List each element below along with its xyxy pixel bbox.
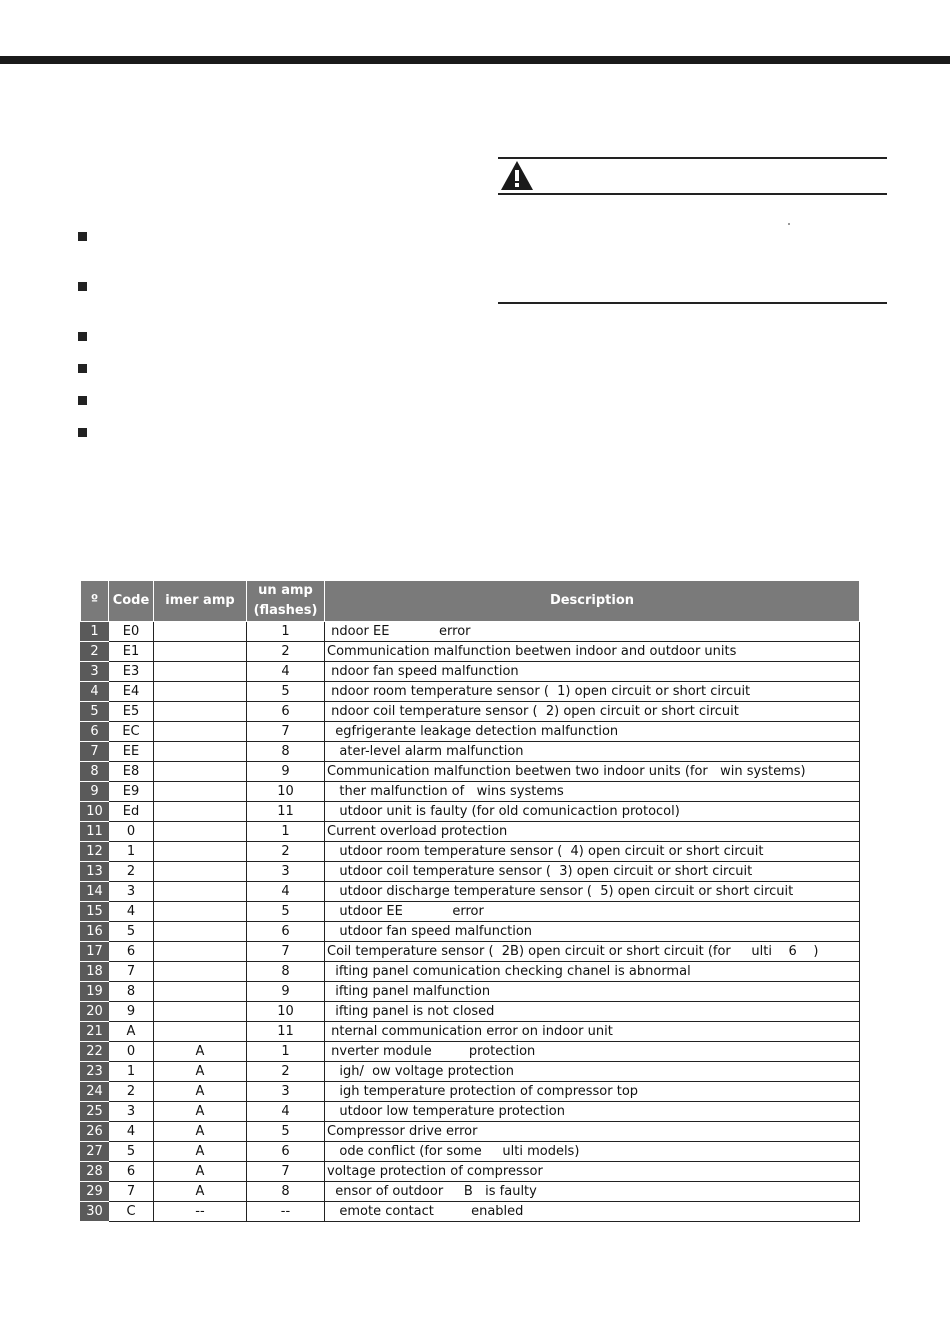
table-row [81, 762, 860, 782]
header-code: Code [109, 581, 154, 622]
row-number: 16 [81, 922, 109, 942]
table-row [81, 1182, 860, 1202]
table-row [81, 682, 860, 702]
error-description: ensor of outdoor B is faulty [325, 1182, 860, 1202]
header-no: º [81, 581, 109, 622]
table-row [81, 902, 860, 922]
error-code: E8 [109, 762, 154, 782]
error-code: EC [109, 722, 154, 742]
row-number: 17 [81, 942, 109, 962]
error-description: ndoor EE error [325, 622, 860, 642]
timer-lamp-cell [154, 782, 247, 802]
timer-lamp-cell: A [154, 1082, 247, 1102]
run-lamp-flashes: 11 [247, 802, 325, 822]
run-lamp-flashes: 1 [247, 822, 325, 842]
timer-lamp-cell: A [154, 1182, 247, 1202]
run-lamp-flashes: 4 [247, 662, 325, 682]
error-description: ndoor coil temperature sensor ( 2) open circuit or short circuit [325, 702, 860, 722]
error-description: ifting panel malfunction [325, 982, 860, 1002]
error-code: 3 [109, 882, 154, 902]
error-code: E9 [109, 782, 154, 802]
run-lamp-flashes: 7 [247, 942, 325, 962]
error-code: 6 [109, 1162, 154, 1182]
run-lamp-flashes: 9 [247, 762, 325, 782]
table-row [81, 842, 860, 862]
table-row [81, 922, 860, 942]
table-row [81, 1142, 860, 1162]
timer-lamp-cell [154, 802, 247, 822]
timer-lamp-cell [154, 1002, 247, 1022]
run-lamp-flashes: -- [247, 1202, 325, 1222]
error-description: ode conflict (for some ulti models) [325, 1142, 860, 1162]
table-row [81, 942, 860, 962]
timer-lamp-cell: A [154, 1062, 247, 1082]
timer-lamp-cell [154, 822, 247, 842]
run-lamp-flashes: 8 [247, 1182, 325, 1202]
error-description: emote contact enabled [325, 1202, 860, 1222]
timer-lamp-cell: A [154, 1142, 247, 1162]
error-description: Communication malfunction beetwen indoor and outdoor units [325, 642, 860, 662]
table-row [81, 782, 860, 802]
table-row [81, 1062, 860, 1082]
table-row [81, 862, 860, 882]
table-body [81, 622, 860, 1222]
square-bullet-icon [78, 396, 87, 405]
run-lamp-flashes: 2 [247, 1062, 325, 1082]
table-row [81, 1202, 860, 1222]
timer-lamp-cell [154, 942, 247, 962]
row-number: 20 [81, 1002, 109, 1022]
error-code: A [109, 1022, 154, 1042]
error-code: E5 [109, 702, 154, 722]
error-code: 8 [109, 982, 154, 1002]
square-bullet-icon [78, 282, 87, 291]
header-description: Description [325, 581, 860, 622]
run-lamp-flashes: 2 [247, 842, 325, 862]
table-row [81, 1042, 860, 1062]
row-number: 12 [81, 842, 109, 862]
timer-lamp-cell [154, 682, 247, 702]
table-row [81, 802, 860, 822]
timer-lamp-cell: -- [154, 1202, 247, 1222]
run-lamp-flashes: 2 [247, 642, 325, 662]
table-row [81, 702, 860, 722]
timer-lamp-cell [154, 1022, 247, 1042]
row-number: 8 [81, 762, 109, 782]
row-number: 9 [81, 782, 109, 802]
row-number: 1 [81, 622, 109, 642]
run-lamp-flashes: 7 [247, 1162, 325, 1182]
table-row [81, 962, 860, 982]
timer-lamp-cell [154, 742, 247, 762]
error-code: E1 [109, 642, 154, 662]
error-description: igh temperature protection of compressor top [325, 1082, 860, 1102]
error-description: nternal communication error on indoor unit [325, 1022, 860, 1042]
timer-lamp-cell: A [154, 1122, 247, 1142]
row-number: 10 [81, 802, 109, 822]
error-description: utdoor coil temperature sensor ( 3) open circuit or short circuit [325, 862, 860, 882]
error-code: 4 [109, 902, 154, 922]
timer-lamp-cell: A [154, 1042, 247, 1062]
error-code-table [80, 580, 860, 1222]
square-bullet-icon [78, 364, 87, 373]
timer-lamp-cell: A [154, 1102, 247, 1122]
table-row [81, 882, 860, 902]
run-lamp-flashes: 7 [247, 722, 325, 742]
square-bullet-icon [78, 428, 87, 437]
error-description: ifting panel comunication checking chanel is abnormal [325, 962, 860, 982]
row-number: 6 [81, 722, 109, 742]
table-row [81, 1122, 860, 1142]
row-number: 15 [81, 902, 109, 922]
error-code: EE [109, 742, 154, 762]
error-code: 0 [109, 822, 154, 842]
error-code: 4 [109, 1122, 154, 1142]
row-number: 27 [81, 1142, 109, 1162]
header-timer-lamp: imer amp [154, 581, 247, 622]
table-row [81, 1162, 860, 1182]
error-description: utdoor unit is faulty (for old comunicaction protocol) [325, 802, 860, 822]
error-description: ndoor room temperature sensor ( 1) open circuit or short circuit [325, 682, 860, 702]
error-description: voltage protection of compressor [325, 1162, 860, 1182]
error-code: E3 [109, 662, 154, 682]
error-code: 5 [109, 1142, 154, 1162]
error-code: 1 [109, 842, 154, 862]
error-code: 1 [109, 1062, 154, 1082]
table-row [81, 982, 860, 1002]
error-description: igh/ ow voltage protection [325, 1062, 860, 1082]
error-description: utdoor EE error [325, 902, 860, 922]
run-lamp-flashes: 5 [247, 902, 325, 922]
run-lamp-flashes: 3 [247, 1082, 325, 1102]
error-description: utdoor low temperature protection [325, 1102, 860, 1122]
timer-lamp-cell [154, 962, 247, 982]
table-row [81, 662, 860, 682]
warning-triangle-icon [500, 160, 534, 191]
timer-lamp-cell [154, 842, 247, 862]
error-description: utdoor fan speed malfunction [325, 922, 860, 942]
error-description: ther malfunction of wins systems [325, 782, 860, 802]
header-rule [0, 56, 950, 64]
error-description: utdoor discharge temperature sensor ( 5) open circuit or short circuit [325, 882, 860, 902]
timer-lamp-cell [154, 902, 247, 922]
error-code: E4 [109, 682, 154, 702]
timer-lamp-cell [154, 982, 247, 1002]
table-header-row [81, 581, 860, 622]
run-lamp-flashes: 10 [247, 782, 325, 802]
row-number: 5 [81, 702, 109, 722]
row-number: 22 [81, 1042, 109, 1062]
warning-header-rule [498, 193, 887, 195]
warning-top-rule [498, 157, 887, 159]
run-lamp-flashes: 9 [247, 982, 325, 1002]
timer-lamp-cell [154, 702, 247, 722]
row-number: 23 [81, 1062, 109, 1082]
error-code: 7 [109, 1182, 154, 1202]
row-number: 26 [81, 1122, 109, 1142]
run-lamp-flashes: 5 [247, 1122, 325, 1142]
table-row [81, 822, 860, 842]
row-number: 21 [81, 1022, 109, 1042]
table-row [81, 742, 860, 762]
row-number: 14 [81, 882, 109, 902]
error-description: ifting panel is not closed [325, 1002, 860, 1022]
error-description: Current overload protection [325, 822, 860, 842]
row-number: 7 [81, 742, 109, 762]
error-description: ndoor fan speed malfunction [325, 662, 860, 682]
run-lamp-flashes: 6 [247, 1142, 325, 1162]
error-code: 5 [109, 922, 154, 942]
table-row [81, 642, 860, 662]
run-lamp-flashes: 8 [247, 962, 325, 982]
error-code: C [109, 1202, 154, 1222]
header-run-lamp [247, 581, 325, 622]
table-row [81, 1082, 860, 1102]
square-bullet-icon [78, 232, 87, 241]
run-lamp-flashes: 5 [247, 682, 325, 702]
error-description: ater-level alarm malfunction [325, 742, 860, 762]
timer-lamp-cell [154, 882, 247, 902]
timer-lamp-cell [154, 722, 247, 742]
header-run-lamp-line1: un amp [258, 583, 313, 598]
table-row [81, 622, 860, 642]
run-lamp-flashes: 6 [247, 922, 325, 942]
row-number: 30 [81, 1202, 109, 1222]
run-lamp-flashes: 11 [247, 1022, 325, 1042]
row-number: 11 [81, 822, 109, 842]
timer-lamp-cell: A [154, 1162, 247, 1182]
error-code: 6 [109, 942, 154, 962]
timer-lamp-cell [154, 642, 247, 662]
row-number: 19 [81, 982, 109, 1002]
error-code: 3 [109, 1102, 154, 1122]
table-row [81, 1002, 860, 1022]
timer-lamp-cell [154, 922, 247, 942]
run-lamp-flashes: 8 [247, 742, 325, 762]
dot-mark [788, 223, 790, 225]
table-row [81, 1022, 860, 1042]
row-number: 18 [81, 962, 109, 982]
timer-lamp-cell [154, 622, 247, 642]
error-code: E0 [109, 622, 154, 642]
run-lamp-flashes: 1 [247, 622, 325, 642]
error-description: nverter module protection [325, 1042, 860, 1062]
error-description: Communication malfunction beetwen two indoor units (for win systems) [325, 762, 860, 782]
timer-lamp-cell [154, 662, 247, 682]
row-number: 29 [81, 1182, 109, 1202]
error-description: egfrigerante leakage detection malfunction [325, 722, 860, 742]
error-code: 7 [109, 962, 154, 982]
error-code: 2 [109, 862, 154, 882]
warning-box [498, 157, 887, 304]
square-bullet-icon [78, 332, 87, 341]
run-lamp-flashes: 4 [247, 882, 325, 902]
run-lamp-flashes: 6 [247, 702, 325, 722]
row-number: 28 [81, 1162, 109, 1182]
row-number: 3 [81, 662, 109, 682]
timer-lamp-cell [154, 862, 247, 882]
error-description: Compressor drive error [325, 1122, 860, 1142]
error-description: Coil temperature sensor ( 2B) open circuit or short circuit (for ulti 6 ) [325, 942, 860, 962]
timer-lamp-cell [154, 762, 247, 782]
warning-bottom-rule [498, 302, 887, 304]
row-number: 25 [81, 1102, 109, 1122]
error-code: Ed [109, 802, 154, 822]
run-lamp-flashes: 10 [247, 1002, 325, 1022]
row-number: 24 [81, 1082, 109, 1102]
run-lamp-flashes: 3 [247, 862, 325, 882]
run-lamp-flashes: 1 [247, 1042, 325, 1062]
error-code: 9 [109, 1002, 154, 1022]
row-number: 2 [81, 642, 109, 662]
row-number: 4 [81, 682, 109, 702]
run-lamp-flashes: 4 [247, 1102, 325, 1122]
error-code: 0 [109, 1042, 154, 1062]
table-row [81, 722, 860, 742]
row-number: 13 [81, 862, 109, 882]
error-code: 2 [109, 1082, 154, 1102]
table-row [81, 1102, 860, 1122]
header-run-lamp-line2: (flashes) [253, 603, 318, 618]
error-description: utdoor room temperature sensor ( 4) open circuit or short circuit [325, 842, 860, 862]
